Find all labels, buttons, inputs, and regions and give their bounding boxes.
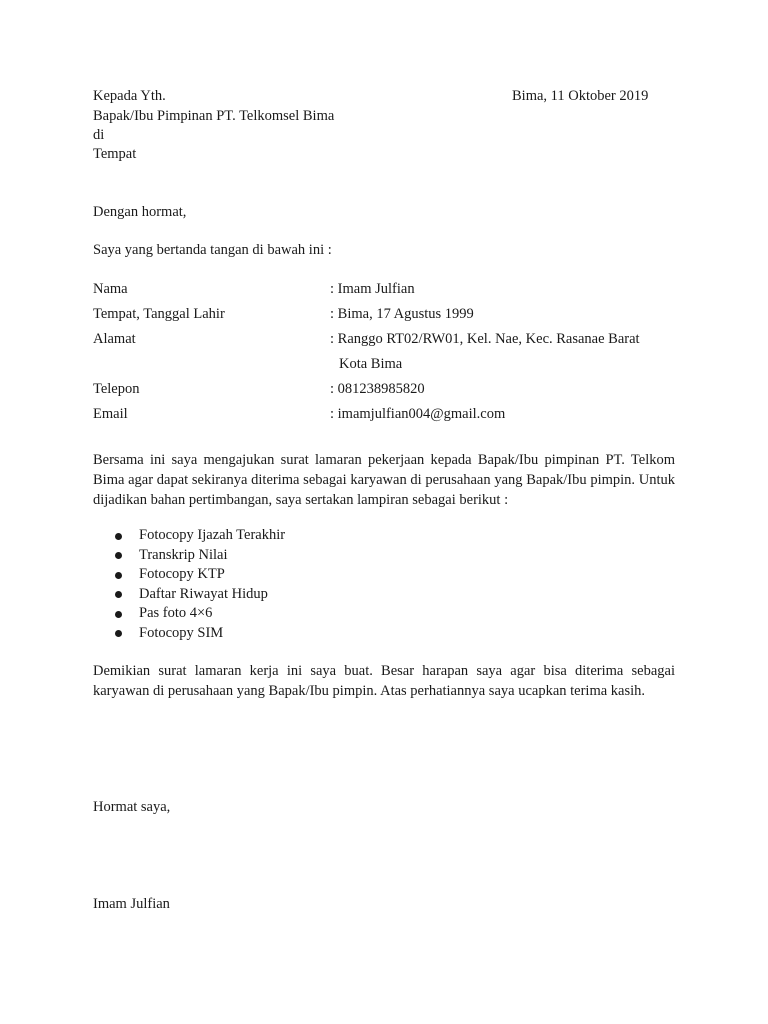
bullet-icon [115,552,122,559]
list-item: Pas foto 4×6 [93,604,285,624]
greeting: Dengan hormat, [93,204,187,220]
phone-value: : 081238985820 [330,381,425,397]
address-label: Alamat [93,331,136,347]
birth-value: : Bima, 17 Agustus 1999 [330,306,474,322]
list-item: Fotocopy KTP [93,565,285,585]
bullet-icon [115,630,122,637]
email-value: : imamjulfian004@gmail.com [330,406,506,422]
list-item: Fotocopy SIM [93,624,285,644]
list-item: Transkrip Nilai [93,546,285,566]
birth-label: Tempat, Tanggal Lahir [93,306,225,322]
place-date: Bima, 11 Oktober 2019 [512,88,649,104]
list-item: Daftar Riwayat Hidup [93,585,285,605]
recipient-line-1: Kepada Yth. [93,88,166,104]
address-value-continued: Kota Bima [339,356,403,372]
recipient-line-3: di [93,127,105,143]
closing-paragraph: Demikian surat lamaran kerja ini saya buat. Besar harapan saya agar bisa diterima sebagai karyawan di perusahaan yang Bapak/Ibu pimpin. Atas perhatiannya saya ucapkan terima kasih. [93,663,675,699]
phone-label: Telepon [93,381,140,397]
bullet-icon [115,611,122,618]
sign-off: Hormat saya, [93,799,171,815]
name-value: : Imam Julfian [330,281,415,297]
recipient-line-2: Bapak/Ibu Pimpinan PT. Telkomsel Bima [93,108,335,124]
signature-name: Imam Julfian [93,896,170,912]
intro-text: Saya yang bertanda tangan di bawah ini : [93,242,332,258]
bullet-icon [115,591,122,598]
recipient-line-4: Tempat [93,146,137,162]
email-label: Email [93,406,128,422]
body-paragraph: Bersama ini saya mengajukan surat lamaran pekerjaan kepada Bapak/Ibu pimpinan PT. Telkom Bima agar dapat sekiranya diterima sebagai karyawan di perusahaan yang Bapak/Ibu pimpin. Untuk dijadikan bahan pertimbangan, saya sertakan lampiran sebagai berikut : [93,452,675,508]
name-label: Nama [93,281,128,297]
list-item: Fotocopy Ijazah Terakhir [93,526,285,546]
attachment-list [93,526,285,643]
bullet-icon [115,533,122,540]
bullet-icon [115,572,122,579]
address-value: : Ranggo RT02/RW01, Kel. Nae, Kec. Rasanae Barat [330,331,640,347]
